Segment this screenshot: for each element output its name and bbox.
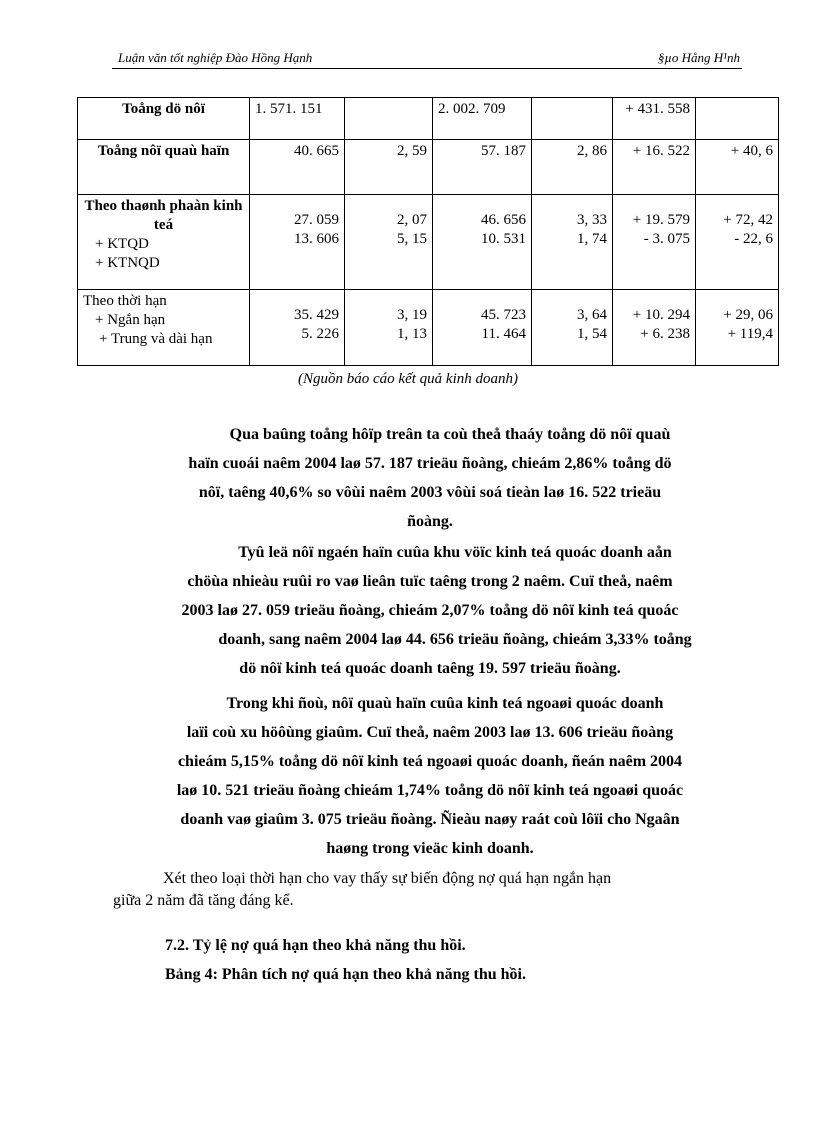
table-cell [345,195,433,290]
cell-value: 3, 33 [577,212,607,228]
table-cell [532,98,613,140]
table-cell: 2, 59 [345,140,433,195]
table-cell [696,290,779,366]
row-sublabel: + Ngắn hạn [95,312,166,328]
table-cell: 2, 86 [532,140,613,195]
row-label: Theo thời hạn [83,293,167,309]
table-cell [433,290,532,366]
cell-value: 3, 64 [577,307,607,323]
text-line: ñoàng. [407,513,453,530]
text-line: doanh vaø giaûm 3. 075 trieäu ñoàng. Ñieàu naøy raát coù lôïi cho Ngaân [180,811,680,828]
row-sublabel: + KTQD [95,236,149,252]
table-row [78,140,779,195]
table-cell [345,98,433,140]
paragraph-3 [110,689,750,863]
cell-value: + 119,4 [727,326,773,342]
cell-value: 5. 226 [301,326,339,342]
row-label: Toång dö nôï [78,98,250,140]
cell-value: 1, 54 [577,326,607,342]
text-line: nôï, taêng 40,6% so vôùi naêm 2003 vôùi soá tieàn laø 16. 522 trieäu [198,484,662,501]
header-right: §µo Hång H¹nh [657,50,740,65]
cell-value: + 6. 238 [640,326,690,342]
table-cell: + 40, 6 [696,140,779,195]
table-cell [613,290,696,366]
table-cell [696,195,779,290]
table-row [78,290,779,366]
text-line: laïi coù xu höôùng giaûm. Cuï theå, naêm 2003 laø 13. 606 trieäu ñoàng [186,724,674,741]
row-sublabel: + Trung và dài hạn [99,331,213,347]
text-line: chieám 5,15% toång dö nôï kinh teá ngoaøi quoác doanh, ñeán naêm 2004 [177,753,683,770]
row-label-cell [78,195,250,290]
row-label-cell [78,290,250,366]
table-source: (Nguồn báo cáo kết quả kinh doanh) [298,371,518,387]
text-line: dö nôï kinh teá quoác doanh taêng 19. 597 trieäu ñoàng. [239,660,621,677]
table-cell [532,290,613,366]
table-cell: + 16. 522 [613,140,696,195]
cell-value: 5, 15 [397,231,427,247]
paragraph-1 [110,420,750,536]
text-line: Qua baûng toång hôïp treân ta coù theå thaáy toång dö nôï quaù [229,426,671,443]
table-cell [250,290,345,366]
debt-table [77,97,779,366]
cell-value: 10. 531 [481,231,526,247]
header-left: Luận văn tốt nghiệp Đào Hồng Hạnh [118,50,313,65]
cell-value: 2, 07 [397,212,427,228]
cell-value: 1, 13 [397,326,427,342]
cell-value: - 22, 6 [734,231,773,247]
cell-value: + 29, 06 [723,307,773,323]
section-heading: 7.2. Tỷ lệ nợ quá hạn theo khả năng thu hồi. [165,937,466,954]
table-caption: Bảng 4: Phân tích nợ quá hạn theo khả năng thu hồi. [165,966,526,983]
table-cell: 40. 665 [250,140,345,195]
cell-value: 3, 19 [397,307,427,323]
page-header [112,48,742,69]
table-cell: + 431. 558 [613,98,696,140]
cell-value: 27. 059 [294,212,339,228]
text-line: Tyû leä nôï ngaén haïn cuûa khu vöïc kinh teá quoác doanh aån [238,544,672,561]
cell-value: - 3. 075 [643,231,690,247]
text-line: haïn cuoái naêm 2004 laø 57. 187 trieäu ñoàng, chieám 2,86% toång dö [188,455,672,472]
text-line: 2003 laø 27. 059 trieäu ñoàng, chieám 2,07% toång dö nôï kinh teá quoác [181,602,679,619]
row-sublabel: + KTNQD [95,255,160,271]
text-line: laø 10. 521 trieäu ñoàng chieám 1,74% toång dö nôï kinh teá ngoaøi quoác [176,782,684,799]
paragraph-4 [113,868,753,912]
cell-value: + 19. 579 [632,212,690,228]
table-cell [345,290,433,366]
row-label: Toång nôï quaù haïn [78,140,250,195]
text-line: Xét theo loại thời hạn cho vay thấy sự biến động nợ quá hạn ngắn hạn [163,870,612,887]
cell-value: 13. 606 [294,231,339,247]
table-row [78,98,779,140]
cell-value: 46. 656 [481,212,526,228]
table-cell [532,195,613,290]
table-cell: 57. 187 [433,140,532,195]
cell-value: + 72, 42 [723,212,773,228]
row-label: Theo thaønh phaàn kinh teá [84,198,243,233]
cell-value: + 10. 294 [632,307,690,323]
text-line: chöùa nhieàu ruûi ro vaø lieân tuïc taêng trong 2 naêm. Cuï theå, naêm [187,573,673,590]
cell-value: 1, 74 [577,231,607,247]
table-cell [613,195,696,290]
cell-value: 35. 429 [294,307,339,323]
cell-value: 45. 723 [481,307,526,323]
table-cell [696,98,779,140]
table-cell [250,195,345,290]
paragraph-2 [110,538,750,683]
table-cell [433,195,532,290]
text-line: Trong khi ñoù, nôï quaù haïn cuûa kinh teá ngoaøi quoác doanh [226,695,664,712]
cell-value: 11. 464 [481,326,526,342]
table-cell: 1. 571. 151 [250,98,345,140]
table-row [78,195,779,290]
text-line: doanh, sang naêm 2004 laø 44. 656 trieäu ñoàng, chieám 3,33% toång [218,631,692,648]
text-line: giữa 2 năm đã tăng đáng kể. [113,892,294,909]
table-cell: 2. 002. 709 [433,98,532,140]
text-line: haøng trong vieäc kinh doanh. [326,840,534,857]
